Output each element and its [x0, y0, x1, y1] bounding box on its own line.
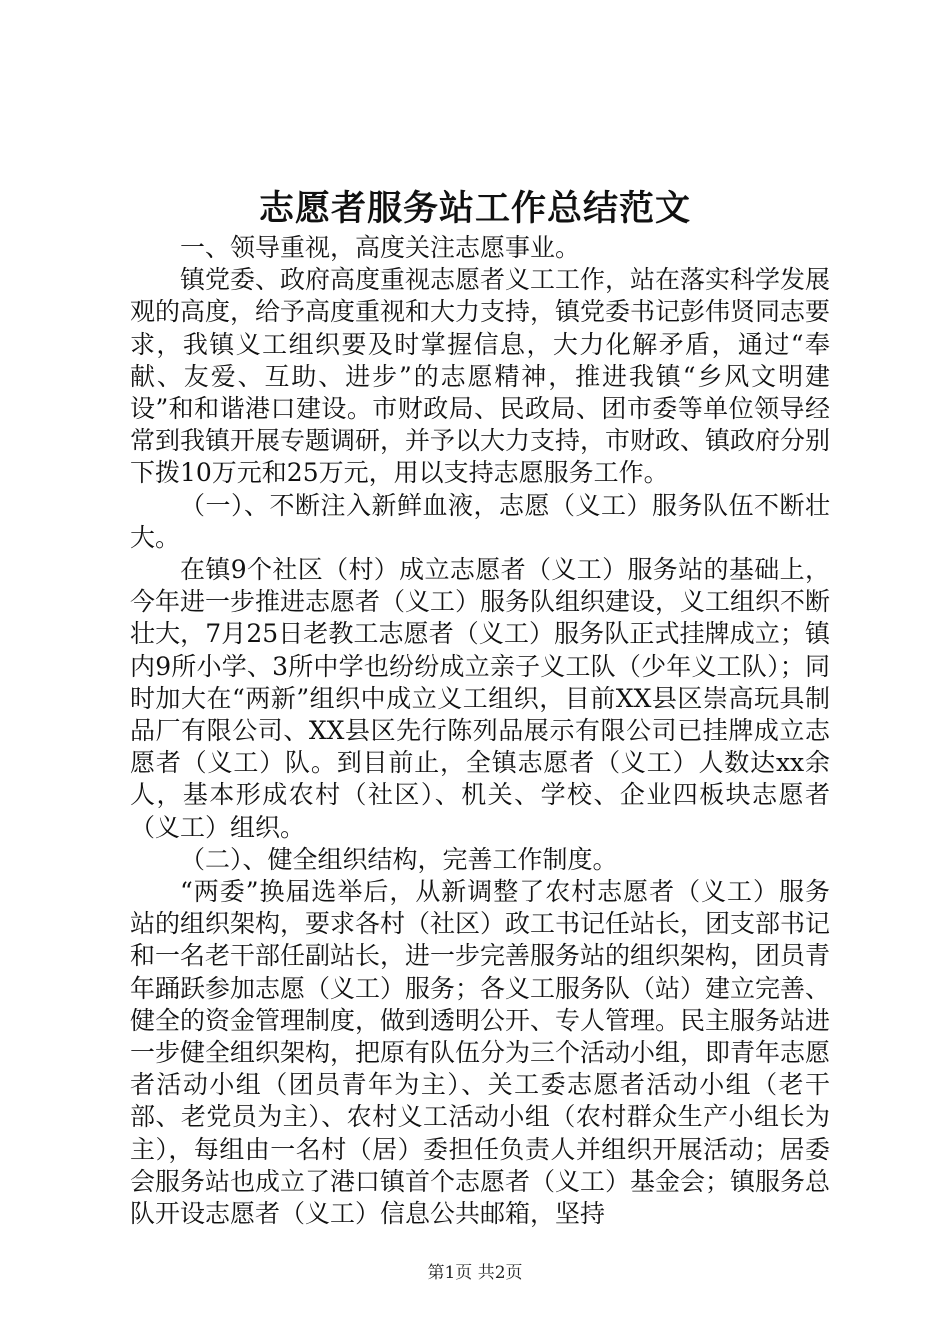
page-number-footer: 第1页 共2页	[427, 1263, 523, 1283]
paragraph-subheading-1: （一）、不断注入新鲜血液，志愿（义工）服务队伍不断壮大。	[130, 490, 830, 552]
document-body	[130, 232, 830, 1230]
paragraph-leadership: 镇党委、政府高度重视志愿者义工工作，站在落实科学发展观的高度，给予高度重视和大力支持，镇党委书记彭伟贤同志要求，我镇义工组织要及时掌握信息，大力化解矛盾，通过“奉献、友爱、互助、进步”的志愿精神，推进我镇“乡风文明建设”和和谐港口建设。市财政局、民政局、团市委等单位领导经常到我镇开展专题调研，并予以大力支持，市财政、镇政府分别下拨10万元和25万元，用以支持志愿服务工作。	[130, 265, 831, 488]
paragraph-organization: “两委”换届选举后，从新调整了农村志愿者（义工）服务站的组织架构，要求各村（社区）政工书记任站长，团支部书记和一名老干部任副站长，进一步完善服务站的组织架构，团员青年踊跃参加志愿（义工）服务；各义工服务队（站）建立完善、健全的资金管理制度，做到透明公开、专人管理。民主服务站进一步健全组织架构，把原有队伍分为三个活动小组，即青年志愿者活动小组（团员青年为主）、关工委志愿者活动小组（老干部、老党员为主）、农村义工活动小组（农村群众生产小组长为主），每组由一名村（居）委担任负责人并组织开展活动；居委会服务站也成立了港口镇首个志愿者（义工）基金会；镇服务总队开设志愿者（义工）信息公共邮箱，坚持	[130, 877, 831, 1229]
paragraph-team-growth: 在镇9个社区（村）成立志愿者（义工）服务站的基础上，今年进一步推进志愿者（义工）服务队组织建设，义工组织不断壮大，7月25日老教工志愿者（义工）服务队正式挂牌成立；镇内9所小学、3所中学也纷纷成立亲子义工队（少年义工队）；同时加大在“两新”组织中成立义工组织，目前XX县区崇高玩具制品厂有限公司、XX县区先行陈列品展示有限公司已挂牌成立志愿者（义工）队。到目前止，全镇志愿者（义工）人数达xx余人，基本形成农村（社区）、机关、学校、企业四板块志愿者（义工）组织。	[130, 555, 831, 842]
paragraph-section-heading-1: 一、领导重视，高度关注志愿事业。	[180, 233, 581, 262]
paragraph-subheading-2: （二）、健全组织结构，完善工作制度。	[180, 844, 618, 874]
document-title: 志愿者服务站工作总结范文	[258, 188, 691, 229]
